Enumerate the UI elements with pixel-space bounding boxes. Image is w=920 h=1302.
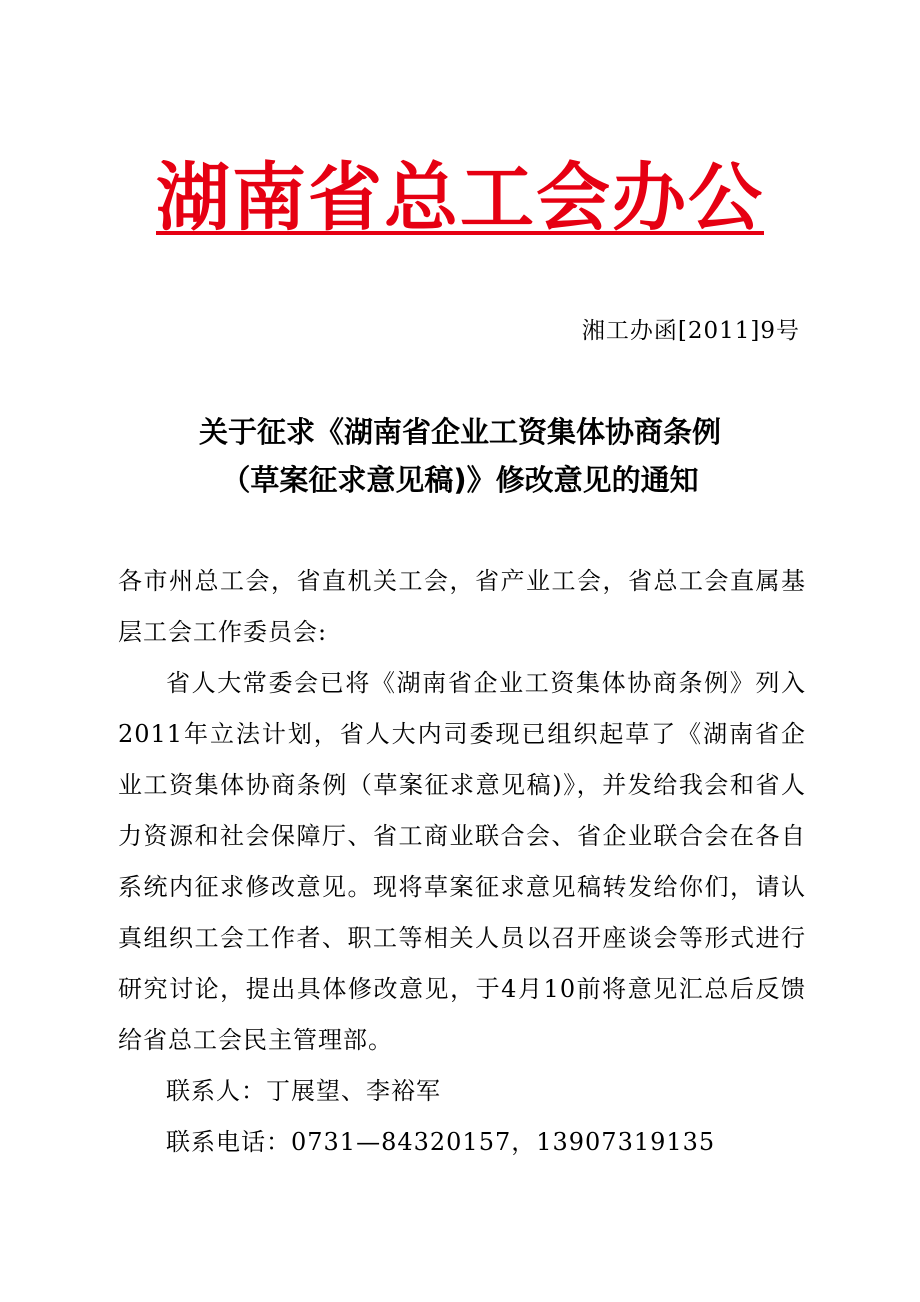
document-title-line-1: 关于征求《湖南省企业工资集体协商条例 <box>198 415 721 449</box>
document-title <box>0 408 920 504</box>
salutation: 各市州总工会，省直机关工会，省产业工会，省总工会直属基层工会工作委员会: <box>118 567 806 646</box>
masthead-title: 湖南省总工会办公 <box>156 155 764 241</box>
document-title-line-2: （草案征求意见稿)》修改意见的通知 <box>221 463 699 497</box>
masthead <box>0 155 920 241</box>
contact-person: 联系人：丁展望、李裕军 <box>166 1077 441 1105</box>
body-paragraph: 省人大常委会已将《湖南省企业工资集体协商条例》列入2011年立法计划，省人大内司委现已组织起草了《湖南省企业工资集体协商条例（草案征求意见稿)》，并发给我会和省人力资源和社会保障厅、省工商业联合会、省企业联合会在各自系统内征求修改意见。现将草案征求意见稿转发给你们，请认真组织工会工作者、职工等相关人员以召开座谈会等形式进行研究讨论，提出具体修改意见，于4月10前将意见汇总后反馈给省总工会民主管理部。 <box>118 669 806 1054</box>
contact-phone: 联系电话：0731—84320157，13907319135 <box>166 1128 716 1156</box>
document-number: 湘工办函[2011]9号 <box>581 318 800 344</box>
document-body <box>118 556 806 1168</box>
